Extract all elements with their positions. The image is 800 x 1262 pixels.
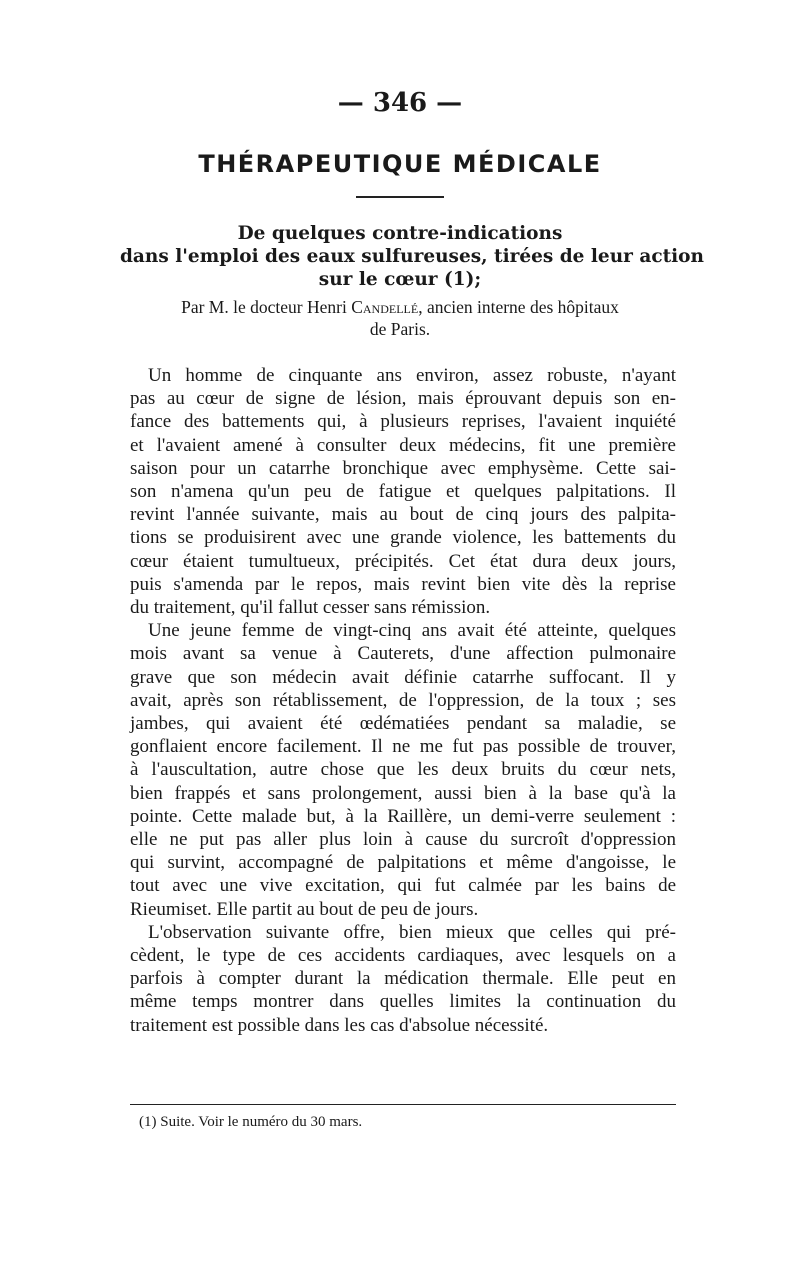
text-line: qui survint, accompagné de palpitations et même d'angoisse, le bbox=[130, 852, 676, 874]
footnote-rule bbox=[130, 1104, 676, 1105]
text-line: parfois à compter durant la médication thermale. Elle peut en bbox=[130, 968, 676, 990]
article-title-line: sur le cœur (1); bbox=[318, 269, 482, 290]
text-line: tout avec une vive excitation, qui fut calmée par les bains de bbox=[130, 875, 676, 897]
text-line: elle ne put pas aller plus loin à cause du surcroît d'oppression bbox=[130, 829, 676, 851]
article-title bbox=[120, 222, 704, 291]
text-line: tions se produisirent avec une grande violence, les battements du bbox=[130, 527, 676, 549]
text-line: saison pour un catarrhe bronchique avec emphysème. Cette sai- bbox=[130, 457, 676, 479]
text-line: jambes, qui avaient été œdématiées pendant sa maladie, se bbox=[130, 713, 676, 735]
page-number: — 346 — bbox=[337, 88, 463, 118]
text-line: pointe. Cette malade but, à la Raillère, un demi-verre seulement : bbox=[130, 805, 676, 827]
text-line: Une jeune femme de vingt-cinq ans avait été atteinte, quelques bbox=[148, 620, 676, 642]
body-text bbox=[130, 364, 676, 1037]
text-line: cœur étaient tumultueux, précipités. Cet état dura deux jours, bbox=[130, 550, 676, 572]
text-line: et l'avaient amené à consulter deux médecins, fit une première bbox=[130, 434, 676, 456]
text-line: gonflaient encore facilement. Il ne me fut pas possible de trouver, bbox=[130, 736, 676, 758]
article-title-line: De quelques contre-indications bbox=[237, 223, 563, 244]
author-name: Candellé bbox=[351, 297, 419, 317]
section-title: THÉRAPEUTIQUE MÉDICALE bbox=[198, 150, 602, 178]
text-line: à l'auscultation, autre chose que les deux bruits du cœur nets, bbox=[130, 759, 676, 781]
text-line: mois avant sa venue à Cauterets, d'une affection pulmonaire bbox=[130, 643, 676, 665]
text-line: Un homme de cinquante ans environ, assez robuste, n'ayant bbox=[148, 365, 676, 386]
text-line: avait, après son rétablissement, de l'oppression, de la toux ; ses bbox=[130, 689, 676, 711]
text-line: grave que son médecin avait définie catarrhe suffocant. Il y bbox=[130, 666, 676, 688]
byline-line: Par M. le docteur Henri Candellé, ancien interne des hôpitaux bbox=[181, 297, 619, 317]
article-title-line: dans l'emploi des eaux sulfureuses, tirées de leur action bbox=[120, 246, 704, 267]
text-line: L'observation suivante offre, bien mieux que celles qui pré- bbox=[148, 921, 676, 943]
text-line: même temps montrer dans quelles limites la continuation du bbox=[130, 991, 676, 1013]
text-line: Rieumiset. Elle partit au bout de peu de jours. bbox=[130, 898, 479, 920]
text-line: bien frappés et sans prolongement, aussi bien à la base qu'à la bbox=[130, 782, 676, 804]
text-line: du traitement, qu'il fallut cesser sans rémission. bbox=[130, 597, 491, 619]
text-line: traitement est possible dans les cas d'absolue nécessité. bbox=[130, 1014, 549, 1036]
text-line: puis s'amenda par le repos, mais revint bien vite dès la reprise bbox=[130, 573, 676, 595]
byline-line: de Paris. bbox=[369, 319, 431, 339]
title-rule bbox=[356, 196, 444, 198]
text-line: son n'amena qu'un peu de fatigue et quelques palpitations. Il bbox=[130, 481, 676, 503]
byline bbox=[130, 296, 670, 340]
footnote: (1) Suite. Voir le numéro du 30 mars. bbox=[139, 1114, 363, 1130]
text-line: pas au cœur de signe de lésion, mais éprouvant depuis son en- bbox=[130, 388, 676, 410]
text-line: cèdent, le type de ces accidents cardiaques, avec lesquels on a bbox=[130, 945, 676, 967]
text-line: fance des battements qui, à plusieurs reprises, l'avaient inquiété bbox=[130, 411, 676, 433]
text-line: revint l'année suivante, mais au bout de cinq jours des palpita- bbox=[130, 504, 676, 526]
